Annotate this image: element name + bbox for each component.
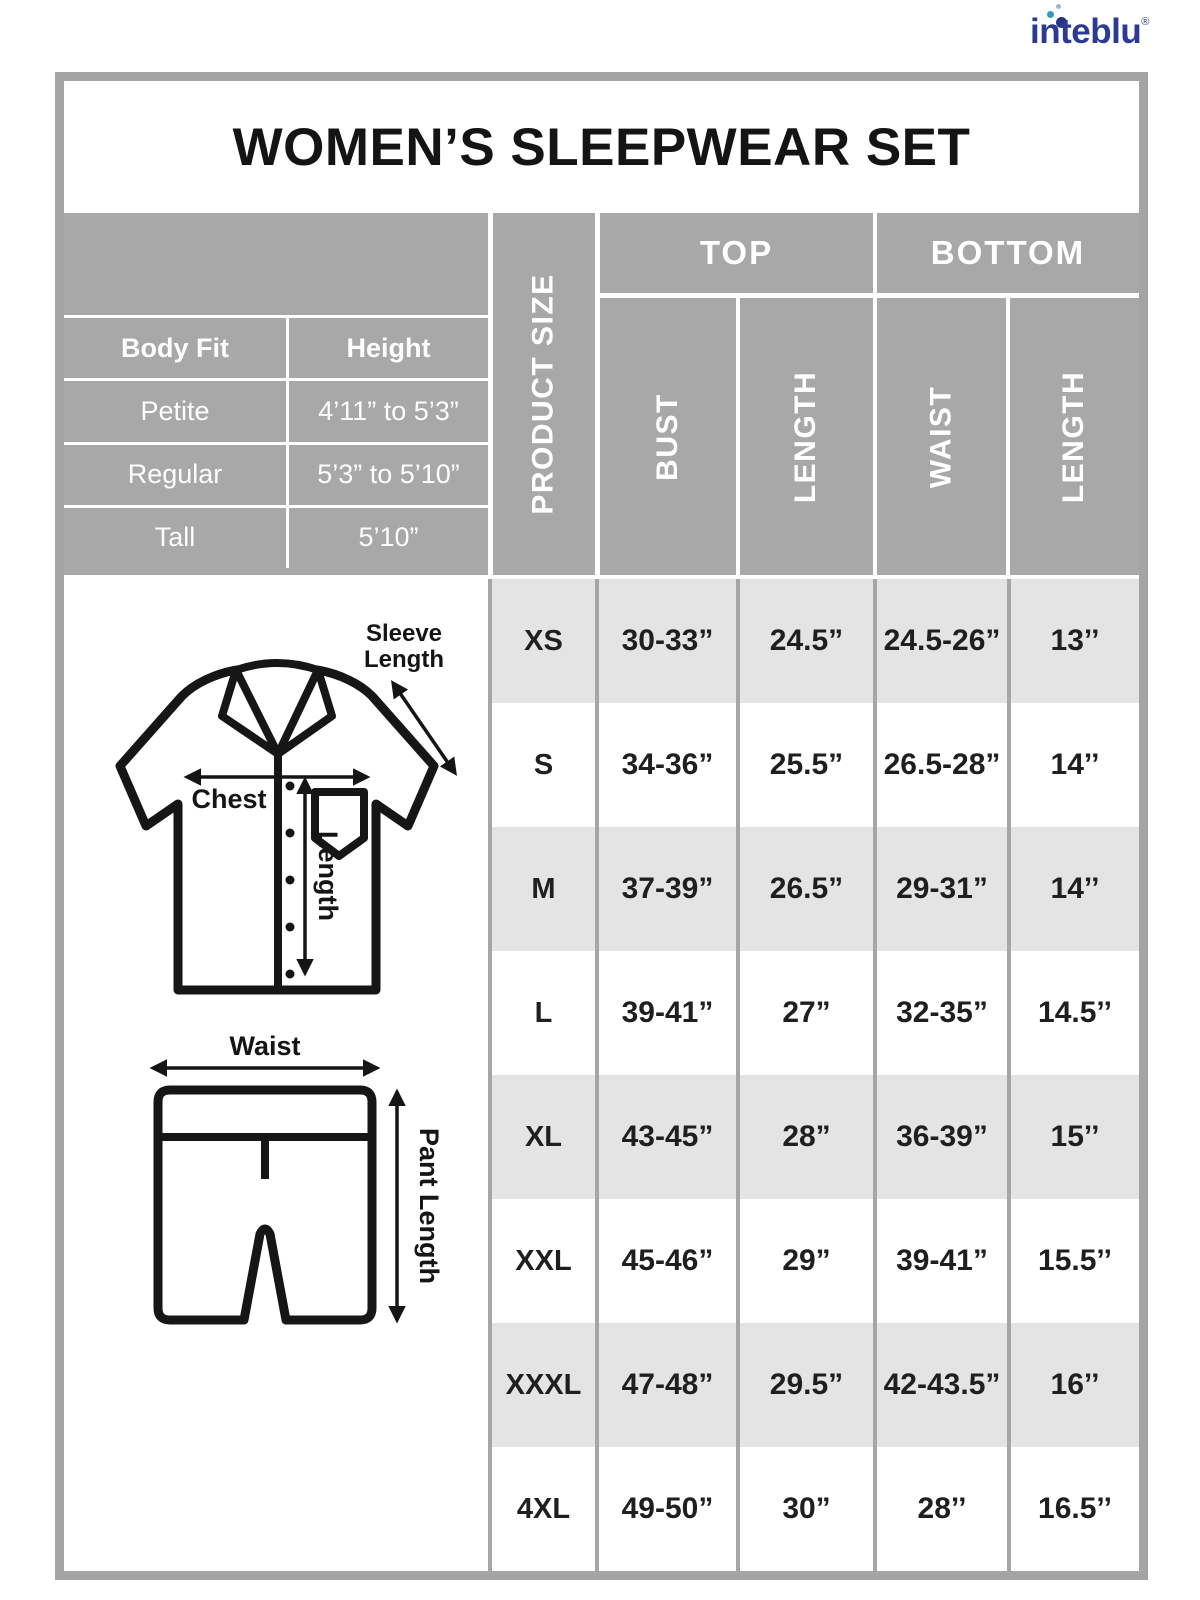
height-cell: 5’3” to 5’10”: [289, 445, 488, 505]
pant-length-label: Pant Length: [414, 1128, 444, 1284]
column-header-bust: [600, 298, 736, 575]
cell-bust: 49-50”: [595, 1447, 736, 1571]
brand-logo: [1012, 2, 1172, 64]
cell-bust: 43-45”: [595, 1075, 736, 1199]
table-row-xl: [488, 1075, 1139, 1199]
cell-waist: 36-39”: [873, 1075, 1007, 1199]
brand-name: [1030, 14, 1149, 49]
height-cell: 4’11” to 5’3”: [289, 381, 488, 441]
column-header-waist: [877, 298, 1006, 575]
cell-size: XXXL: [488, 1323, 595, 1447]
bust-label: BUST: [650, 392, 684, 481]
cell-bottom-length: 14.5’’: [1007, 951, 1139, 1075]
shirt-button: [286, 829, 295, 838]
cell-waist: 29-31”: [873, 827, 1007, 951]
group-header-top: TOP: [600, 213, 873, 293]
body-fit-cell: Petite: [64, 381, 286, 441]
cell-top-length: 28”: [736, 1075, 873, 1199]
cell-bust: 34-36”: [595, 703, 736, 827]
cell-size: L: [488, 951, 595, 1075]
cell-waist: 26.5-28”: [873, 703, 1007, 827]
cell-size: 4XL: [488, 1447, 595, 1571]
shirt-button: [286, 970, 295, 979]
table-row-4xl: [488, 1447, 1139, 1571]
cell-top-length: 29.5”: [736, 1323, 873, 1447]
length-label: Length: [313, 831, 343, 921]
table-row-xxl: [488, 1199, 1139, 1323]
body-fit-cell: Regular: [64, 445, 286, 505]
table-row-l: [488, 951, 1139, 1075]
sleeve-length-label-line1: Sleeve: [365, 620, 443, 647]
sleeve-length-label-line2: Length: [364, 646, 444, 673]
shirt-button: [286, 876, 295, 885]
cell-bottom-length: 14’’: [1007, 827, 1139, 951]
height-cell: 5’10”: [289, 508, 488, 568]
cell-waist: 42-43.5”: [873, 1323, 1007, 1447]
cell-bottom-length: 15’’: [1007, 1075, 1139, 1199]
product-size-header: [493, 213, 595, 575]
height-header: Height: [289, 318, 488, 378]
shirt-collar-back: [236, 663, 318, 670]
cell-size: XXL: [488, 1199, 595, 1323]
cell-size: S: [488, 703, 595, 827]
cell-waist: 24.5-26”: [873, 579, 1007, 703]
cell-bottom-length: 16’’: [1007, 1323, 1139, 1447]
waist-label: Waist: [229, 1031, 301, 1061]
logo-dot-icon: [1056, 4, 1061, 9]
shirt-measurement-diagram: [74, 586, 484, 1026]
waist-label: WAIST: [924, 385, 958, 488]
table-row-xs: [488, 579, 1139, 703]
product-size-label: PRODUCT SIZE: [527, 273, 561, 515]
cell-bust: 47-48”: [595, 1323, 736, 1447]
table-row-s: [488, 703, 1139, 827]
shorts-outline: [158, 1090, 372, 1320]
body-fit-table: [64, 315, 488, 568]
cell-top-length: 25.5”: [736, 703, 873, 827]
body-fit-cell: Tall: [64, 508, 286, 568]
column-header-top-length: [740, 298, 873, 575]
shirt-button: [286, 782, 295, 791]
cell-top-length: 26.5”: [736, 827, 873, 951]
shorts-measurement-diagram: [74, 1031, 484, 1376]
size-chart-card: [55, 72, 1148, 1580]
top-length-label: LENGTH: [789, 370, 823, 503]
cell-bottom-length: 14’’: [1007, 703, 1139, 827]
body-fit-header: Body Fit: [64, 318, 286, 378]
chest-label: Chest: [191, 784, 267, 814]
cell-size: XS: [488, 579, 595, 703]
header-left-block: [64, 213, 488, 575]
cell-bust: 37-39”: [595, 827, 736, 951]
cell-bust: 45-46”: [595, 1199, 736, 1323]
cell-waist: 28’’: [873, 1447, 1007, 1571]
page-title: WOMEN’S SLEEPWEAR SET: [232, 117, 971, 177]
cell-size: XL: [488, 1075, 595, 1199]
cell-bottom-length: 15.5’’: [1007, 1199, 1139, 1323]
cell-top-length: 24.5”: [736, 579, 873, 703]
cell-top-length: 29”: [736, 1199, 873, 1323]
table-row-xxxl: [488, 1323, 1139, 1447]
shirt-button: [286, 923, 295, 932]
cell-bust: 39-41”: [595, 951, 736, 1075]
column-header-bottom-length: [1010, 298, 1139, 575]
size-table-body: [488, 579, 1139, 1571]
cell-bust: 30-33”: [595, 579, 736, 703]
registered-trademark: ®: [1141, 16, 1149, 28]
cell-size: M: [488, 827, 595, 951]
group-header-bottom: BOTTOM: [877, 213, 1139, 293]
title-band: [64, 81, 1139, 213]
table-row-m: [488, 827, 1139, 951]
cell-waist: 39-41”: [873, 1199, 1007, 1323]
brand-name-text: inteblu: [1030, 12, 1142, 51]
cell-bottom-length: 16.5’’: [1007, 1447, 1139, 1571]
cell-bottom-length: 13’’: [1007, 579, 1139, 703]
cell-waist: 32-35”: [873, 951, 1007, 1075]
cell-top-length: 27”: [736, 951, 873, 1075]
bottom-length-label: LENGTH: [1057, 370, 1091, 503]
cell-top-length: 30”: [736, 1447, 873, 1571]
